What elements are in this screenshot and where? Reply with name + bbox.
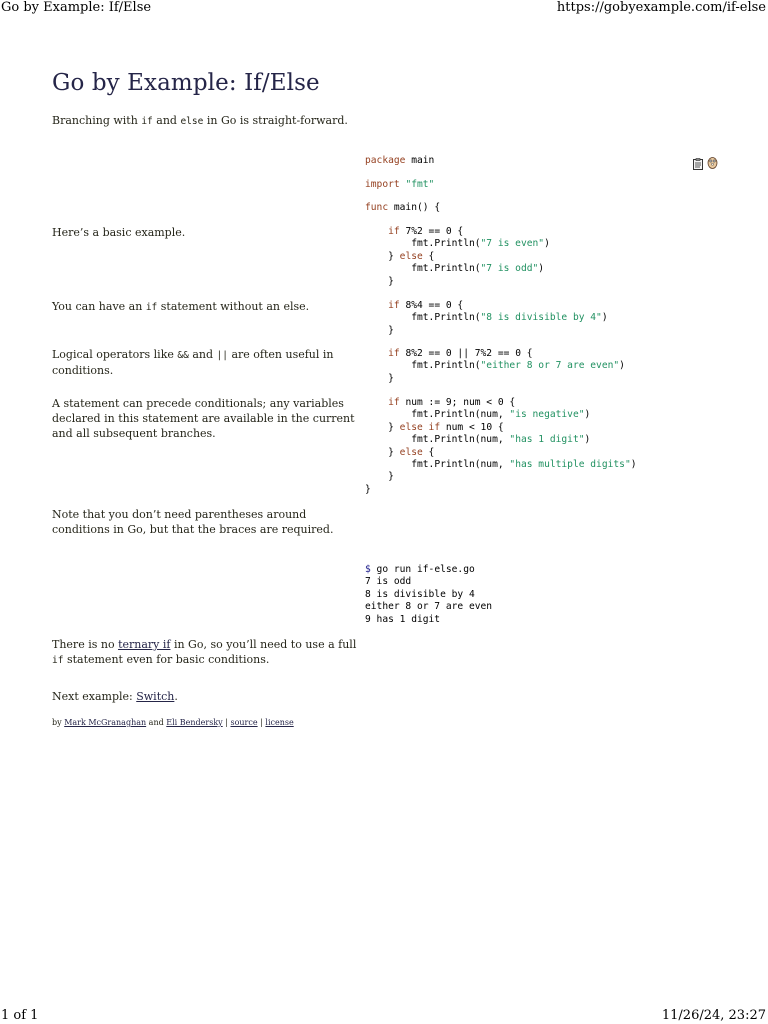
string-literal: "has 1 digit" xyxy=(509,434,585,446)
next-example-link[interactable]: Switch xyxy=(136,690,175,703)
doc-ternary xyxy=(52,637,362,668)
code-import xyxy=(365,179,434,191)
code-text: } xyxy=(388,372,394,384)
code-text: 7%2 == 0 { xyxy=(399,226,464,237)
code-text: main xyxy=(405,155,435,166)
keyword: if xyxy=(388,300,400,311)
string-literal: "has multiple digits" xyxy=(509,459,631,471)
doc-text: and xyxy=(188,348,217,361)
code-text: fmt.Println( xyxy=(411,360,481,372)
keyword: import xyxy=(365,179,400,190)
code-text: ) xyxy=(630,459,637,471)
next-label: Next example: xyxy=(52,690,137,703)
print-header-url: https://gobyexample.com/if-else xyxy=(556,0,766,15)
code-text: } xyxy=(388,446,400,458)
doc-text: in Go is straight-forward. xyxy=(203,114,348,127)
code-text: } xyxy=(388,421,400,433)
code-text: ) xyxy=(584,409,591,421)
clipboard-icon[interactable] xyxy=(693,155,703,167)
doc-text: Branching with xyxy=(52,114,142,127)
doc-logical xyxy=(52,347,362,378)
ternary-if-link[interactable]: ternary if xyxy=(118,638,171,651)
code-package xyxy=(365,155,434,167)
code-text: ) xyxy=(538,263,545,275)
separator: | xyxy=(222,718,231,727)
shell-output-line: 9 has 1 digit xyxy=(365,613,441,625)
keyword: else if xyxy=(399,421,441,433)
credits-text: by xyxy=(52,718,65,727)
doc-text: statement even for basic conditions. xyxy=(63,653,270,666)
code-text: fmt.Println( xyxy=(411,263,481,275)
keyword: func xyxy=(365,202,389,213)
code-text: ) xyxy=(584,434,591,446)
inline-code: if xyxy=(141,116,153,127)
keyword: else xyxy=(399,446,423,458)
code-block-basic xyxy=(365,226,550,288)
doc-intro xyxy=(52,113,362,129)
keyword: package xyxy=(365,155,406,166)
code-block-no-else xyxy=(365,300,608,337)
shell-prompt: $ xyxy=(365,564,371,575)
string-literal: "is negative" xyxy=(509,409,585,421)
inline-code: if xyxy=(145,302,158,313)
page-title: Go by Example: If/Else xyxy=(52,70,320,96)
print-footer xyxy=(0,1008,768,1024)
credits-footer xyxy=(52,718,294,727)
code-block-statement xyxy=(365,397,637,496)
inline-code: else xyxy=(180,116,204,127)
doc-text: in Go, so you’ll need to use a full xyxy=(170,638,357,651)
code-text: 8%2 == 0 || 7%2 == 0 { xyxy=(399,348,533,359)
source-link[interactable]: source xyxy=(230,718,258,727)
code-text: num < 10 { xyxy=(440,421,504,433)
string-literal: "7 is odd" xyxy=(480,263,539,275)
code-text: fmt.Println(num, xyxy=(411,459,510,471)
string-literal: "8 is divisible by 4" xyxy=(480,312,602,324)
print-datetime: 11/26/24, 23:27 xyxy=(661,1008,766,1023)
code-text: { xyxy=(422,250,435,262)
doc-text: statement without an else. xyxy=(157,300,310,313)
doc-text: You can have an xyxy=(52,300,146,313)
code-text: main() { xyxy=(388,202,441,213)
code-text: fmt.Println( xyxy=(411,312,481,324)
code-func xyxy=(365,202,440,214)
doc-statement: A statement can precede conditionals; any variables declared in this statement are available in the current and all subsequent branches. xyxy=(52,397,355,440)
inline-code: || xyxy=(216,350,228,361)
doc-text: There is no xyxy=(52,638,119,651)
print-header-title: Go by Example: If/Else xyxy=(1,0,152,15)
code-text: } xyxy=(365,483,371,495)
code-text: } xyxy=(388,471,394,483)
doc-text: . xyxy=(174,690,178,703)
code-text: ) xyxy=(601,312,608,324)
shell-output-line: either 8 or 7 are even xyxy=(365,601,493,613)
code-text: fmt.Println(num, xyxy=(411,434,510,446)
keyword: if xyxy=(388,348,400,359)
keyword: else xyxy=(399,250,423,262)
inline-code: && xyxy=(177,350,189,361)
doc-text: and xyxy=(152,114,181,127)
print-header xyxy=(0,0,768,18)
separator: | xyxy=(257,718,266,727)
code-text: } xyxy=(388,275,394,287)
string-literal: "7 is even" xyxy=(480,238,545,250)
doc-no-else xyxy=(52,299,362,315)
doc-text: Logical operators like xyxy=(52,348,178,361)
code-block-logical xyxy=(365,348,625,385)
inline-code: if xyxy=(52,655,64,666)
doc-basic: Here’s a basic example. xyxy=(52,226,186,239)
code-text: fmt.Println( xyxy=(411,238,481,250)
code-text: } xyxy=(388,324,394,336)
code-text: 8%4 == 0 { xyxy=(399,300,464,311)
shell-output-line: 7 is odd xyxy=(365,576,412,588)
code-text: { xyxy=(422,446,435,458)
code-text: fmt.Println(num, xyxy=(411,409,510,421)
code-text: } xyxy=(388,250,400,262)
shell-output-line: 8 is divisible by 4 xyxy=(365,588,475,600)
credits-text: and xyxy=(146,718,167,727)
code-text: ) xyxy=(544,238,550,250)
code-text: num := 9; num < 0 { xyxy=(399,397,516,408)
doc-text: are often useful in conditions. xyxy=(52,348,334,377)
code-text: ) xyxy=(619,360,625,372)
doc-parens: Note that you don’t need parentheses around conditions in Go, but that the braces are required. xyxy=(52,508,334,536)
author-link[interactable]: Eli Bendersky xyxy=(166,718,223,727)
page-count: 1 of 1 xyxy=(1,1008,39,1023)
next-example xyxy=(52,689,362,704)
keyword: if xyxy=(388,226,400,237)
license-link[interactable]: license xyxy=(265,718,294,727)
code-tools xyxy=(693,154,723,170)
shell-command: go run if-else.go xyxy=(370,564,475,575)
run-gopher-icon[interactable] xyxy=(707,154,718,167)
string-literal: "fmt" xyxy=(405,179,435,190)
shell-output xyxy=(365,564,492,626)
author-link[interactable]: Mark McGranaghan xyxy=(64,718,147,727)
keyword: if xyxy=(388,397,400,408)
string-literal: "either 8 or 7 are even" xyxy=(480,360,620,372)
